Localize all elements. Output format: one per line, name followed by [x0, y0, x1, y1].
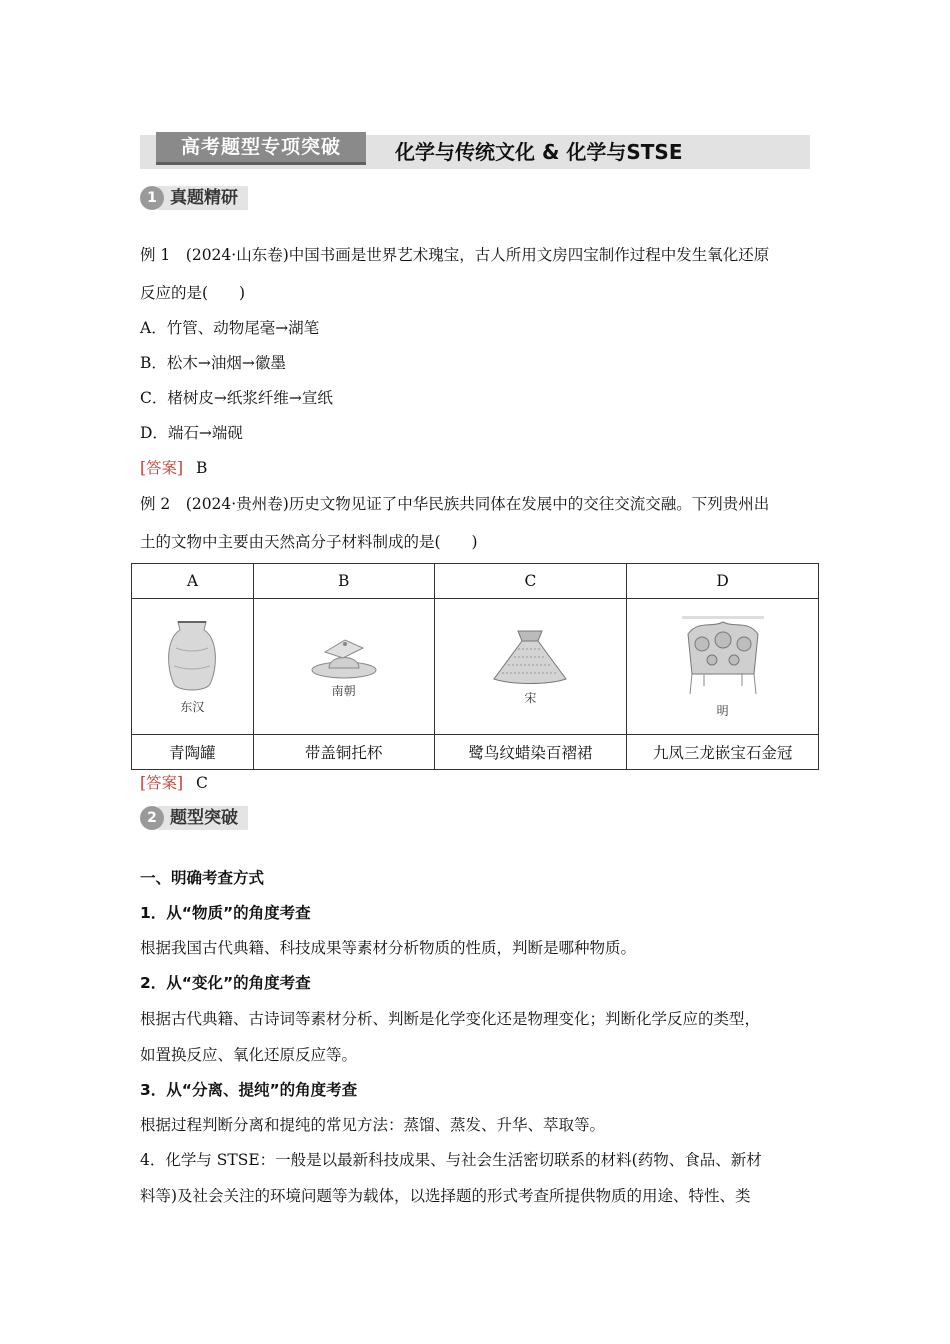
table-image-cell: [132, 599, 254, 735]
point-3-title: 3．从“分离、提纯”的角度考查: [140, 1081, 358, 1099]
point-1-title: 1．从“物质”的角度考查: [140, 904, 311, 922]
era-label: 南朝: [331, 684, 356, 698]
section-title: 真题精研: [158, 186, 248, 210]
example-1-option-d: D．端石→端砚: [140, 424, 243, 442]
section-title: 题型突破: [158, 806, 248, 830]
crown-icon: [678, 614, 768, 700]
table-image-cell: [627, 599, 819, 735]
example-1-stem-line2: 反应的是( ): [140, 284, 246, 302]
section-label-1: [140, 185, 248, 211]
table-name-cell: 九凤三龙嵌宝石金冠: [627, 735, 819, 770]
example-1-answer: [140, 457, 207, 479]
table-header-cell: C: [434, 564, 627, 599]
section-number-icon: 1: [140, 186, 164, 210]
era-label: 宋: [524, 691, 537, 705]
jar-icon: [164, 618, 220, 696]
relics-table: [131, 563, 819, 770]
point-2-text-line1: 根据古代典籍、古诗词等素材分析、判断是化学变化还是物理变化；判断化学反应的类型，: [140, 1010, 761, 1028]
example-1-option-a: A．竹管、动物尾毫→湖笔: [140, 319, 320, 337]
table-image-row: [132, 599, 819, 735]
answer-tag: [答案]: [140, 459, 184, 477]
example-2-stem-line2: 土的文物中主要由天然高分子材料制成的是( ): [140, 533, 478, 551]
point-3-text: 根据过程判断分离和提纯的常见方法：蒸馏、蒸发、升华、萃取等。: [140, 1116, 606, 1134]
table-image-cell: [253, 599, 434, 735]
section-number-icon: 2: [140, 806, 164, 830]
point-4-text-line2: 料等)及社会关注的环境问题等为载体，以选择题的形式考查所提供物质的用途、特性、类: [140, 1187, 751, 1205]
era-label: 东汉: [180, 700, 205, 714]
point-2-title: 2．从“变化”的角度考查: [140, 974, 311, 992]
era-label: 明: [716, 704, 729, 718]
table-image-cell: [434, 599, 627, 735]
section-label-2: [140, 805, 248, 831]
answer-value: C: [196, 774, 208, 792]
example-2-stem-line1: 例 2 (2024·贵州卷)历史文物见证了中华民族共同体在发展中的交往交流交融。下列贵州出: [140, 495, 770, 513]
table-header-cell: A: [132, 564, 254, 599]
point-1-text: 根据我国古代典籍、科技成果等素材分析物质的性质，判断是哪种物质。: [140, 939, 637, 957]
example-1-option-b: B．松木→油烟→徽墨: [140, 354, 286, 372]
example-1-option-c: C．楮树皮→纸浆纤维→宣纸: [140, 389, 333, 407]
page-title: 化学与传统文化 & 化学与STSE: [395, 140, 683, 164]
table-header-cell: B: [253, 564, 434, 599]
table-name-cell: 鹭鸟纹蜡染百褶裙: [434, 735, 627, 770]
example-2-answer: [140, 772, 208, 794]
banner-tab: 高考题型专项突破: [156, 132, 366, 165]
example-1-stem-line1: 例 1 (2024·山东卷)中国书画是世界艺术瑰宝，古人所用文房四宝制作过程中发生氧化还原: [140, 246, 770, 264]
point-2-text-line2: 如置换反应、氧化还原反应等。: [140, 1046, 358, 1064]
answer-value: B: [196, 459, 208, 477]
answer-tag: [答案]: [140, 774, 184, 792]
skirt-icon: [488, 627, 572, 687]
heading-1: 一、明确考查方式: [140, 869, 265, 887]
table-name-row: [132, 735, 819, 770]
table-header-row: [132, 564, 819, 599]
header-banner: [140, 132, 810, 169]
cup-icon: [309, 634, 379, 680]
table-name-cell: 青陶罐: [132, 735, 254, 770]
table-name-cell: 带盖铜托杯: [253, 735, 434, 770]
table-header-cell: D: [627, 564, 819, 599]
point-4-text-line1: 4．化学与 STSE：一般是以最新科技成果、与社会生活密切联系的材料(药物、食品、新材: [140, 1151, 762, 1169]
